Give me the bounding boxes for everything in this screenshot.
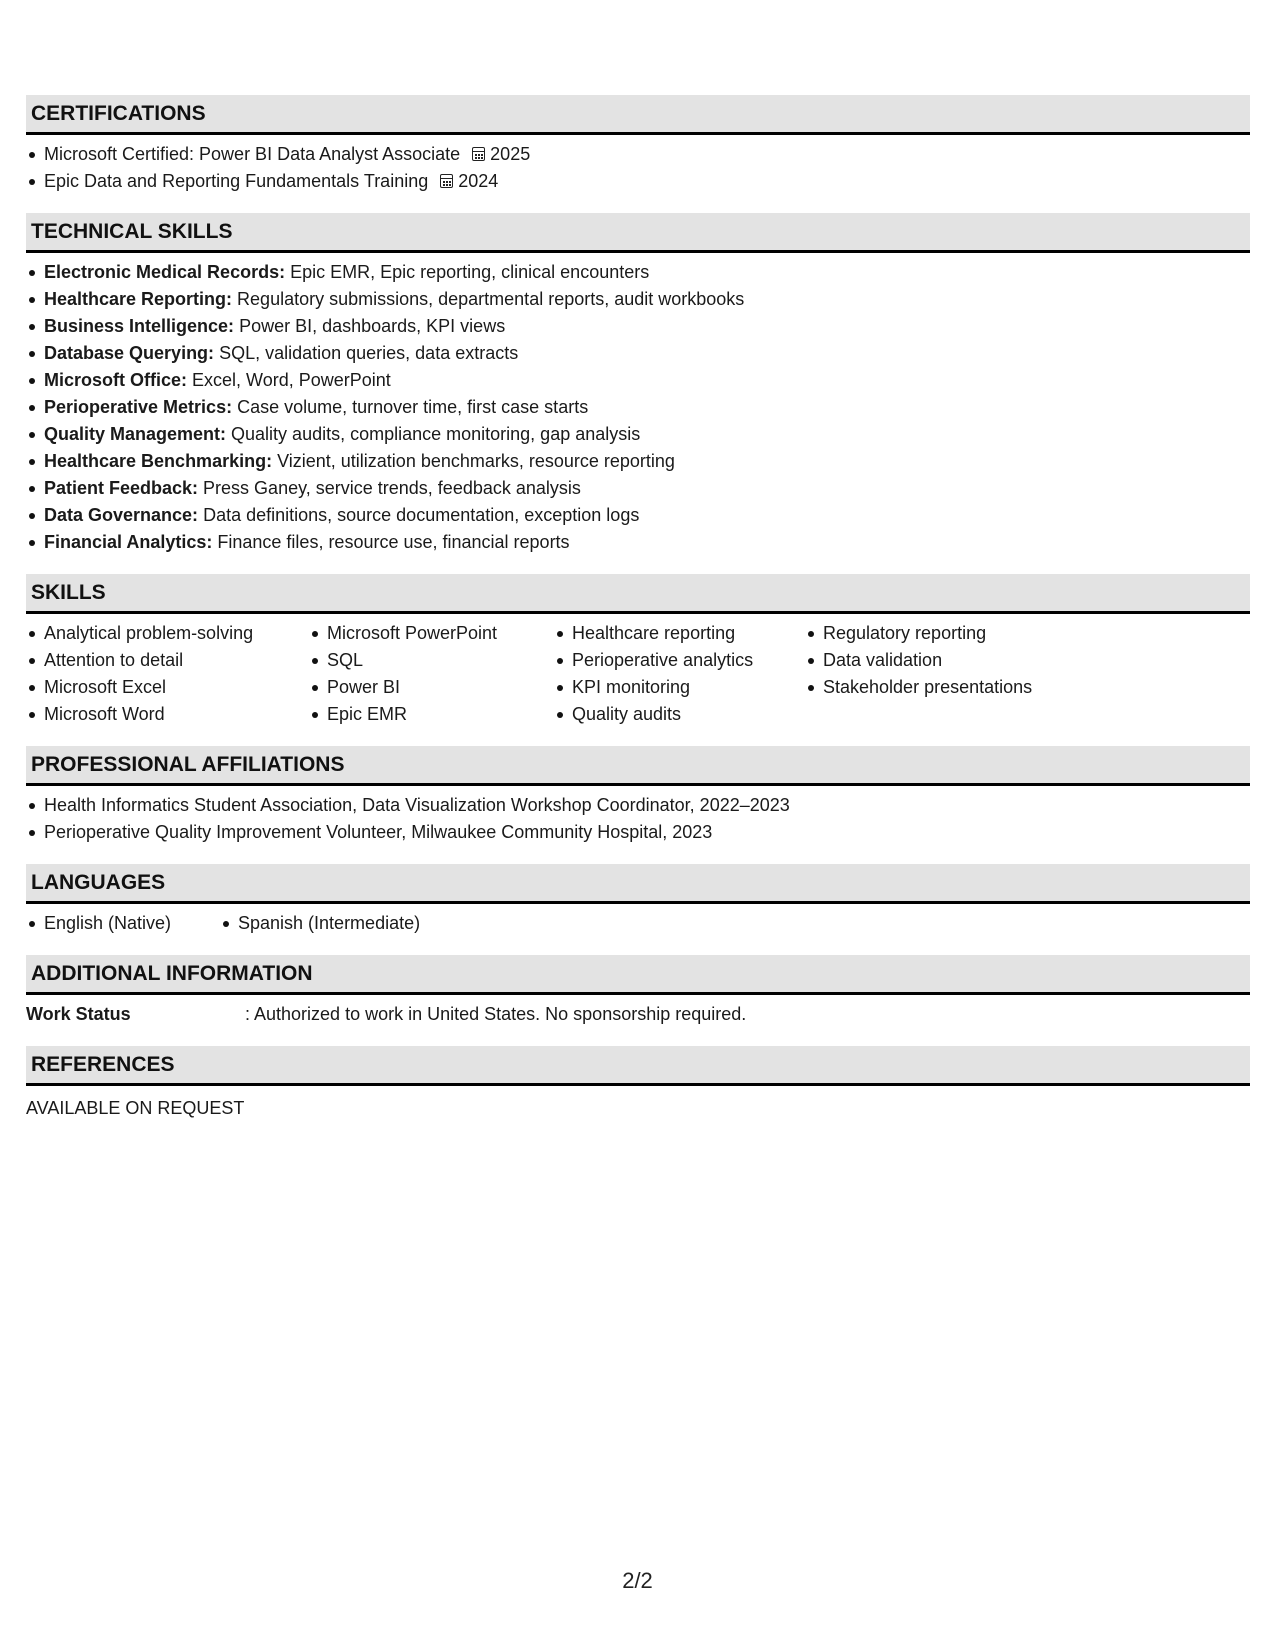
list-item: Data validation xyxy=(823,647,1083,674)
list-item: Microsoft PowerPoint xyxy=(327,620,554,647)
references-heading: REFERENCES xyxy=(26,1046,1250,1086)
languages-heading: LANGUAGES xyxy=(26,864,1250,904)
skills-columns xyxy=(26,620,1250,728)
skill-category: Healthcare Benchmarking: xyxy=(44,451,273,471)
skill-category: Microsoft Office: xyxy=(44,370,188,390)
list-item: Health Informatics Student Association, Data Visualization Workshop Coordinator, 2022–2023 xyxy=(44,792,1250,819)
skills-column-2 xyxy=(309,620,554,728)
list-item: Microsoft Excel xyxy=(44,674,309,701)
certification-year: 2025 xyxy=(490,144,531,164)
skill-category: Perioperative Metrics: xyxy=(44,397,233,417)
list-item xyxy=(44,168,1250,195)
list-item: KPI monitoring xyxy=(572,674,805,701)
list-item: Perioperative Quality Improvement Volunteer, Milwaukee Community Hospital, 2023 xyxy=(44,819,1250,846)
references-section xyxy=(26,1046,1250,1122)
skill-details: Finance files, resource use, financial reports xyxy=(212,532,570,552)
technical-skills-list xyxy=(26,259,1250,556)
list-item xyxy=(44,529,1250,556)
languages-column-1 xyxy=(26,910,220,937)
skill-details: Data definitions, source documentation, exception logs xyxy=(198,505,640,525)
skill-details: Case volume, turnover time, first case starts xyxy=(232,397,589,417)
list-item: English (Native) xyxy=(44,910,220,937)
skill-details: SQL, validation queries, data extracts xyxy=(214,343,519,363)
additional-info-section xyxy=(26,955,1250,1028)
list-item: Stakeholder presentations xyxy=(823,674,1083,701)
skill-details: Press Ganey, service trends, feedback analysis xyxy=(198,478,581,498)
list-item: Attention to detail xyxy=(44,647,309,674)
languages-list xyxy=(26,910,1250,937)
list-item: SQL xyxy=(327,647,554,674)
skill-category: Database Querying: xyxy=(44,343,215,363)
certification-name: Epic Data and Reporting Fundamentals Training xyxy=(44,171,429,191)
skill-category: Data Governance: xyxy=(44,505,199,525)
skills-column-1 xyxy=(26,620,309,728)
list-item xyxy=(44,340,1250,367)
list-item: Epic EMR xyxy=(327,701,554,728)
references-text: AVAILABLE ON REQUEST xyxy=(26,1098,245,1118)
certifications-list xyxy=(26,141,1250,195)
languages-column-2 xyxy=(220,910,420,937)
technical-skills-section xyxy=(26,213,1250,556)
skill-category: Business Intelligence: xyxy=(44,316,235,336)
skill-details: Epic EMR, Epic reporting, clinical encounters xyxy=(285,262,650,282)
skills-section xyxy=(26,574,1250,728)
certifications-section xyxy=(26,95,1250,195)
list-item xyxy=(44,367,1250,394)
skill-details: Quality audits, compliance monitoring, gap analysis xyxy=(226,424,641,444)
certification-name: Microsoft Certified: Power BI Data Analyst Associate xyxy=(44,144,461,164)
additional-info-heading: ADDITIONAL INFORMATION xyxy=(26,955,1250,995)
list-item xyxy=(44,259,1250,286)
list-item: Regulatory reporting xyxy=(823,620,1083,647)
skill-details: Excel, Word, PowerPoint xyxy=(187,370,391,390)
affiliations-heading: PROFESSIONAL AFFILIATIONS xyxy=(26,746,1250,786)
skill-category: Electronic Medical Records: xyxy=(44,262,286,282)
skills-heading: SKILLS xyxy=(26,574,1250,614)
list-item: Microsoft Word xyxy=(44,701,309,728)
affiliations-section xyxy=(26,746,1250,846)
skill-category: Quality Management: xyxy=(44,424,227,444)
page-number: 2/2 xyxy=(622,1568,653,1593)
list-item: Analytical problem-solving xyxy=(44,620,309,647)
list-item xyxy=(44,475,1250,502)
skill-details: Regulatory submissions, departmental reports, audit workbooks xyxy=(232,289,745,309)
skill-category: Financial Analytics: xyxy=(44,532,213,552)
work-status-label: Work Status xyxy=(26,1004,131,1024)
technical-skills-heading: TECHNICAL SKILLS xyxy=(26,213,1250,253)
list-item: Spanish (Intermediate) xyxy=(238,910,420,937)
work-status-row xyxy=(26,1001,1250,1028)
affiliations-list xyxy=(26,792,1250,846)
list-item xyxy=(44,394,1250,421)
list-item xyxy=(44,421,1250,448)
languages-section xyxy=(26,864,1250,937)
calendar-icon xyxy=(440,174,453,188)
work-status-value: : Authorized to work in United States. No sponsorship required. xyxy=(245,1004,747,1024)
certification-year: 2024 xyxy=(458,171,499,191)
list-item xyxy=(44,313,1250,340)
skill-category: Patient Feedback: xyxy=(44,478,199,498)
list-item: Perioperative analytics xyxy=(572,647,805,674)
skill-category: Healthcare Reporting: xyxy=(44,289,233,309)
skills-column-3 xyxy=(554,620,805,728)
certifications-heading: CERTIFICATIONS xyxy=(26,95,1250,135)
skills-column-4 xyxy=(805,620,1083,728)
list-item xyxy=(44,141,1250,168)
resume-page xyxy=(26,95,1250,1140)
skill-details: Power BI, dashboards, KPI views xyxy=(234,316,506,336)
list-item: Quality audits xyxy=(572,701,805,728)
list-item xyxy=(44,448,1250,475)
calendar-icon xyxy=(472,147,485,161)
skill-details: Vizient, utilization benchmarks, resource reporting xyxy=(272,451,675,471)
list-item: Power BI xyxy=(327,674,554,701)
list-item xyxy=(44,502,1250,529)
list-item: Healthcare reporting xyxy=(572,620,805,647)
list-item xyxy=(44,286,1250,313)
